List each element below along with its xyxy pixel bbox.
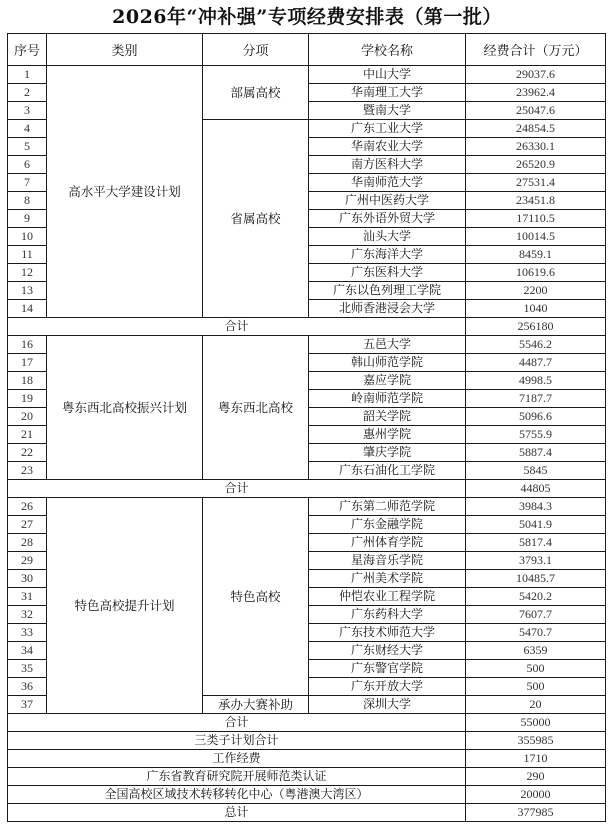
row-seq: 5 [8,138,47,156]
header-amount: 经费合计（万元） [466,34,606,66]
row-seq: 34 [8,642,47,660]
subtotal-label: 合计 [8,318,466,336]
table-row [8,498,606,516]
amount-value: 26330.1 [466,138,606,156]
summary-row [8,768,606,786]
amount-value: 3984.3 [466,498,606,516]
row-seq: 23 [8,462,47,480]
row-seq: 35 [8,660,47,678]
summary-value: 355985 [466,732,606,750]
subitem-cell: 省属高校 [203,120,309,318]
row-seq: 27 [8,516,47,534]
amount-value: 23451.8 [466,192,606,210]
subitem-cell: 部属高校 [203,66,309,120]
school-name: 广东技术师范大学 [309,624,466,642]
amount-value: 17110.5 [466,210,606,228]
school-name: 华南师范大学 [309,174,466,192]
category-cell: 特色高校提升计划 [47,498,203,714]
amount-value: 5096.6 [466,408,606,426]
header-row [8,34,606,66]
amount-value: 5420.2 [466,588,606,606]
school-name: 华南理工大学 [309,84,466,102]
row-seq: 8 [8,192,47,210]
summary-row [8,750,606,768]
amount-value: 27531.4 [466,174,606,192]
row-seq: 18 [8,372,47,390]
amount-value: 20 [466,696,606,714]
school-name: 汕头大学 [309,228,466,246]
school-name: 广州美术学院 [309,570,466,588]
amount-value: 5041.9 [466,516,606,534]
school-name: 北师香港浸会大学 [309,300,466,318]
subitem-cell: 承办大赛补助 [203,696,309,714]
subitem-cell: 粤东西北高校 [203,336,309,480]
school-name: 韩山师范学院 [309,354,466,372]
amount-value: 26520.9 [466,156,606,174]
summary-label: 广东省教育研究院开展师范类认证 [8,768,466,786]
amount-value: 5845 [466,462,606,480]
summary-row [8,732,606,750]
school-name: 广东药科大学 [309,606,466,624]
summary-label: 工作经费 [8,750,466,768]
amount-value: 4998.5 [466,372,606,390]
school-name: 中山大学 [309,66,466,84]
school-name: 嘉应学院 [309,372,466,390]
school-name: 广东以色列理工学院 [309,282,466,300]
school-name: 广东石油化工学院 [309,462,466,480]
amount-value: 25047.6 [466,102,606,120]
school-name: 广州体育学院 [309,534,466,552]
school-name: 广东开放大学 [309,678,466,696]
subtotal-value: 55000 [466,714,606,732]
school-name: 华南农业大学 [309,138,466,156]
subtotal-row [8,318,606,336]
summary-value: 1710 [466,750,606,768]
summary-label: 全国高校区域技术转移转化中心（粤港澳大湾区） [8,786,466,804]
row-seq: 16 [8,336,47,354]
summary-label: 三类子计划合计 [8,732,466,750]
row-seq: 36 [8,678,47,696]
table-row [8,336,606,354]
row-seq: 12 [8,264,47,282]
summary-value: 377985 [466,804,606,822]
row-seq: 10 [8,228,47,246]
row-seq: 3 [8,102,47,120]
amount-value: 5470.7 [466,624,606,642]
header-category: 类别 [47,34,203,66]
school-name: 岭南师范学院 [309,390,466,408]
row-seq: 14 [8,300,47,318]
row-seq: 6 [8,156,47,174]
subtotal-value: 256180 [466,318,606,336]
amount-value: 10619.6 [466,264,606,282]
row-seq: 21 [8,426,47,444]
header-seq: 序号 [8,34,47,66]
school-name: 南方医科大学 [309,156,466,174]
school-name: 仲恺农业工程学院 [309,588,466,606]
row-seq: 31 [8,588,47,606]
row-seq: 33 [8,624,47,642]
category-cell: 高水平大学建设计划 [47,66,203,318]
amount-value: 4487.7 [466,354,606,372]
amount-value: 500 [466,660,606,678]
row-seq: 2 [8,84,47,102]
school-name: 广东警官学院 [309,660,466,678]
row-seq: 11 [8,246,47,264]
row-seq: 19 [8,390,47,408]
amount-value: 1040 [466,300,606,318]
row-seq: 26 [8,498,47,516]
school-name: 广州中医药大学 [309,192,466,210]
row-seq: 17 [8,354,47,372]
summary-row [8,786,606,804]
amount-value: 5817.4 [466,534,606,552]
summary-row [8,804,606,822]
amount-value: 5546.2 [466,336,606,354]
summary-label: 总计 [8,804,466,822]
row-seq: 28 [8,534,47,552]
amount-value: 10485.7 [466,570,606,588]
school-name: 肇庆学院 [309,444,466,462]
subtotal-label: 合计 [8,480,466,498]
school-name: 韶关学院 [309,408,466,426]
row-seq: 37 [8,696,47,714]
school-name: 惠州学院 [309,426,466,444]
amount-value: 29037.6 [466,66,606,84]
school-name: 广东工业大学 [309,120,466,138]
amount-value: 3793.1 [466,552,606,570]
row-seq: 4 [8,120,47,138]
row-seq: 7 [8,174,47,192]
subtotal-row [8,480,606,498]
school-name: 广东第二师范学院 [309,498,466,516]
row-seq: 13 [8,282,47,300]
subtotal-label: 合计 [8,714,466,732]
subitem-cell: 特色高校 [203,498,309,696]
summary-value: 290 [466,768,606,786]
amount-value: 10014.5 [466,228,606,246]
summary-value: 20000 [466,786,606,804]
row-seq: 30 [8,570,47,588]
row-seq: 20 [8,408,47,426]
school-name: 广东金融学院 [309,516,466,534]
school-name: 广东外语外贸大学 [309,210,466,228]
amount-value: 24854.5 [466,120,606,138]
row-seq: 32 [8,606,47,624]
table-body [8,66,606,822]
row-seq: 22 [8,444,47,462]
school-name: 广东医科大学 [309,264,466,282]
amount-value: 5755.9 [466,426,606,444]
row-seq: 1 [8,66,47,84]
amount-value: 500 [466,678,606,696]
school-name: 广东财经大学 [309,642,466,660]
table-row [8,66,606,84]
page-title: 2026年“冲补强”专项经费安排表（第一批） [112,6,502,28]
school-name: 暨南大学 [309,102,466,120]
amount-value: 2200 [466,282,606,300]
budget-table [7,33,606,822]
amount-value: 5887.4 [466,444,606,462]
row-seq: 29 [8,552,47,570]
category-cell: 粤东西北高校振兴计划 [47,336,203,480]
subtotal-value: 44805 [466,480,606,498]
school-name: 五邑大学 [309,336,466,354]
amount-value: 7607.7 [466,606,606,624]
amount-value: 8459.1 [466,246,606,264]
school-name: 深圳大学 [309,696,466,714]
school-name: 广东海洋大学 [309,246,466,264]
amount-value: 7187.7 [466,390,606,408]
header-subitem: 分项 [203,34,309,66]
school-name: 星海音乐学院 [309,552,466,570]
header-school: 学校名称 [309,34,466,66]
subtotal-row [8,714,606,732]
amount-value: 6359 [466,642,606,660]
amount-value: 23962.4 [466,84,606,102]
row-seq: 9 [8,210,47,228]
